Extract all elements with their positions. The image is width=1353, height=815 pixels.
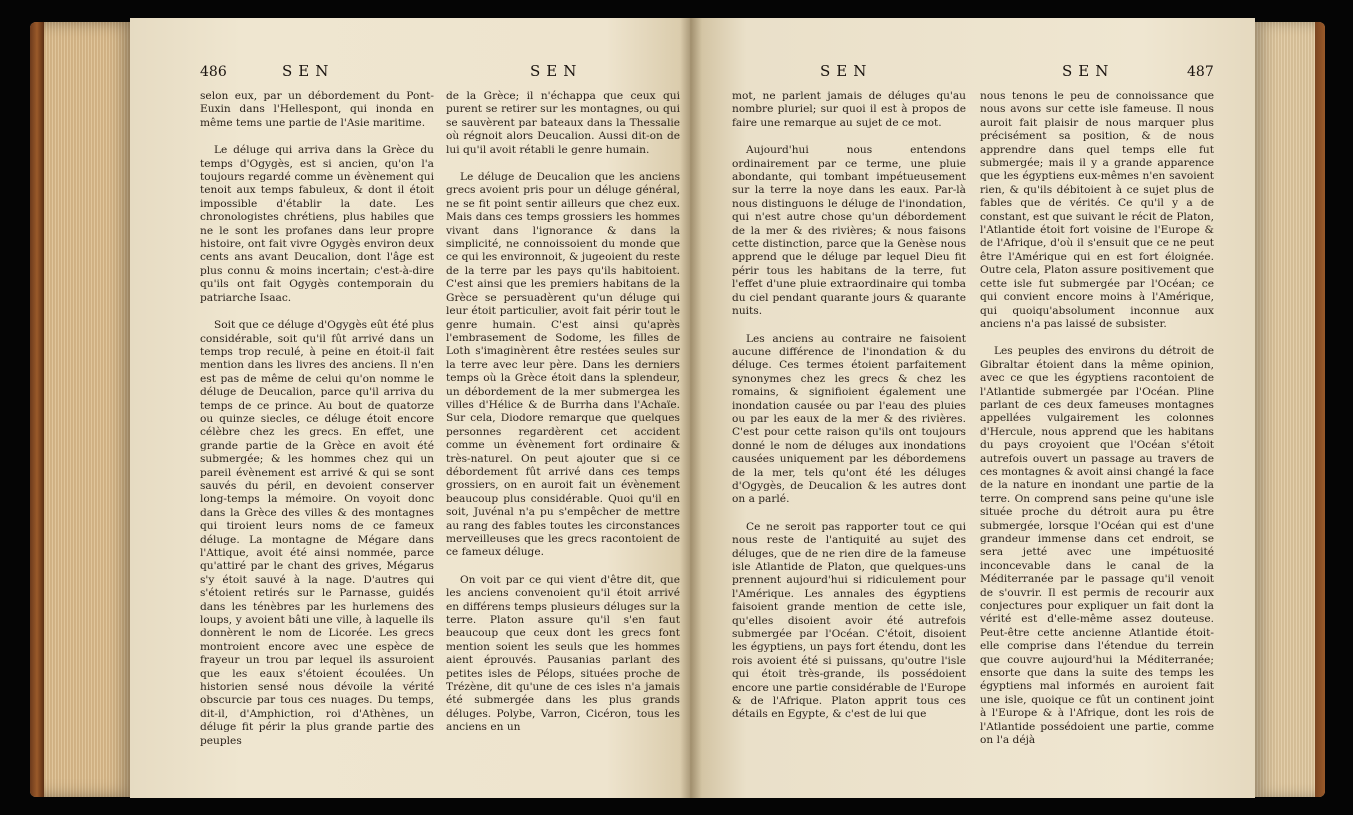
right-running-head-1: SEN	[820, 62, 873, 80]
left-running-head-2: SEN	[530, 62, 583, 80]
right-page-column-1	[732, 90, 966, 790]
left-page	[130, 18, 690, 798]
paragraph: On voit par ce qui vient d'être dit, que les anciens convenoient qu'il étoit arrivé en différens temps plusieurs déluges sur la terre. Platon assure qu'il s'en faut beaucoup que ceux dont les grecs font mention soient les seuls que les hommes aient éprouvés. Pausanias parlant des petites isles de Pélops, situées proche de Trézène, dit qu'une de ces isles n'a jamais été submergée dans les plus grands déluges. Polybe, Varron, Cicéron, tous les anciens en un	[446, 573, 680, 734]
paragraph: Les anciens au contraire ne faisoient aucune différence de l'inondation & du déluge. Ces termes étoient parfaitement synonymes chez les grecs & chez les romains, & signifioient également une inondation causée ou par l'eau des pluies ou par les eaux de la mer & des rivières. C'est pour cette raison qu'ils ont toujours donné le nom de déluges aux inondations causées uniquement par les débordemens de la mer, tels qu'ont été les déluges d'Ogygès, de Deucalion & les autres dont on a parlé.	[732, 332, 966, 506]
paragraph: Ce ne seroit pas rapporter tout ce qui nous reste de l'antiquité au sujet des déluges, que de ne rien dire de la fameuse isle Atlantide de Platon, que quelques-uns prennent aujourd'hui si ridiculement pour l'Amérique. Les annales des égyptiens faisoient grande mention de cette isle, qu'elles disoient avoir été autrefois submergée par l'Océan. C'étoit, disoient les égyptiens, un pays fort étendu, dont les rois avoient été si puissans, qu'outre l'isle qui étoit très-grande, ils possédoient encore une partie considérable de l'Europe & de l'Afrique. Platon apprit tous ces détails en Egypte, & c'est de lui que	[732, 520, 966, 721]
left-page-header	[130, 62, 690, 86]
right-page	[690, 18, 1255, 798]
paragraph: Le déluge de Deucalion que les anciens grecs avoient pris pour un déluge général, ne se fit point sentir ailleurs que chez eux. Mais dans ces temps grossiers les hommes vivant dans l'ignorance & dans la simplicité, ne connoissoient du monde que ce qui les environnoit, & jugeoient du reste de la terre par les pays qu'ils habitoient. C'est ainsi que les premiers habitans de la Grèce se persuadèrent qu'un déluge qui leur étoit particulier, avoit fait périr tout le genre humain. C'est ainsi qu'après l'embrasement de Sodome, les filles de Loth s'imaginèrent être restées seules sur la terre avec leur père. Dans les derniers temps où la Grèce étoit dans la splendeur, un débordement de la mer submergea les villes d'Hélice & de Burrha dans l'Achaïe. Sur cela, Diodore remarque que quelques personnes regardèrent cet accident comme un évènement fort ordinaire & très-naturel. On peut ajouter que si ce débordement fût arrivé dans ces temps grossiers, on en auroit fait un évènement beaucoup plus considérable. Quoi qu'il en soit, Juvénal n'a pu s'empêcher de mettre au rang des fables toutes les circonstances merveilleuses que les grecs racontoient de ce fameux déluge.	[446, 171, 680, 559]
paragraph: Les peuples des environs du détroit de Gibraltar étoient dans la même opinion, avec ce que les égyptiens racontoient de l'Atlantide submergée par l'Océan. Pline parlant de ces deux fameuses montagnes appellées vulgairement les colonnes d'Hercule, nous apprend que les habitans du pays croyoient que l'Océan s'étoit autrefois ouvert un passage au travers de ces montagnes & avoit ainsi changé la face de la nature en inondant une partie de la terre. On comprend sans peine qu'une isle située proche du détroit aura pu être submergée, lorsque l'Océan qui est d'une grandeur immense dans cet endroit, se sera jetté avec une impétuosité inconcevable dans le canal de la Méditerranée par le passage qu'il venoit de s'ouvrir. Il est permis de recourir aux conjectures pour expliquer un fait dont la vérité est d'elle-même assez douteuse. Peut-être cette ancienne Atlantide étoit-elle comprise dans l'étendue du terrein que couvre aujourd'hui la Méditerranée; ensorte que dans la suite des temps les égyptiens mal informés en auroient fait une isle, quoique ce fût un continent joint à l'Europe & à l'Afrique, dont les rois de l'Atlantide possédoient une partie, comme on l'a déjà	[980, 345, 1214, 747]
left-page-column-2	[446, 90, 680, 790]
paragraph: Le déluge qui arriva dans la Grèce du temps d'Ogygès, est si ancien, qu'on l'a toujours regardé comme un évènement qui tenoit aux temps fabuleux, & dont il étoit impossible d'établir la date. Les chronologistes chrétiens, plus habiles que ne le sont les profanes dans leur propre histoire, ont fait vivre Ogygès environ deux cents ans avant Deucalion, dont l'âge est plus connu & moins incertain; c'est-à-dire qu'ils ont fait Ogygès contemporain du patriarche Isaac.	[200, 144, 434, 304]
open-book	[30, 12, 1325, 804]
paragraph: mot, ne parlent jamais de déluges qu'au nombre pluriel; sur quoi il est à propos de faire une remarque au sujet de ce mot.	[732, 90, 966, 129]
right-cover-edge	[1315, 22, 1325, 797]
paragraph: de la Grèce; il n'échappa que ceux qui purent se retirer sur les montagnes, ou qui se sauvèrent par bateaux dans la Thessalie où régnoit alors Deucalion. Aussi dit-on de lui qu'il avoit rétabli le genre humain.	[446, 90, 680, 156]
left-page-number: 486	[200, 64, 227, 80]
paragraph: Soit que ce déluge d'Ogygès eût été plus considérable, soit qu'il fût arrivé dans un temps trop reculé, à peine en étoit-il fait mention dans les livres des anciens. Il n'en est pas de même de celui qu'on nomme le déluge de Deucalion, parce qu'il arriva du temps de ce prince. Au bout de quatorze ou quinze siecles, ce déluge étoit encore célèbre chez les grecs. En effet, une grande partie de la Grèce en avoit été submergée; & les hommes chez qui un pareil évènement est arrivé & qui se sont sauvés du péril, en devoient conserver long-temps la mémoire. On voyoit donc dans la Grèce des villes & des montagnes qui tiroient leurs noms de ce fameux déluge. La montagne de Mégare dans l'Attique, avoit été ainsi nommée, parce qu'attiré par le chant des grives, Mégarus s'y étoit sauvé à la nage. D'autres qui s'étoient retirés sur le Parnasse, guidés dans les ténèbres par les hurlemens des loups, y avoient bâti une ville, à laquelle ils donnèrent le nom de Licorée. Les grecs montroient encore avec une espèce de frayeur un trou par lequel ils assuroient que les eaux s'étoient écoulées. Un historien sensé nous dévoile la vérité obscurcie par tous ces nuages. Du temps, dit-il, d'Amphiction, roi d'Athènes, un déluge fit périr la plus grande partie des peuples	[200, 319, 434, 747]
left-cover-edge	[30, 22, 44, 797]
left-page-block-edge	[30, 22, 135, 797]
left-running-head-1: SEN	[282, 62, 335, 80]
book-gutter	[680, 18, 702, 798]
right-page-column-2	[980, 90, 1214, 790]
right-running-head-2: SEN	[1062, 62, 1115, 80]
right-page-number: 487	[1187, 64, 1214, 80]
left-page-column-1	[200, 90, 434, 790]
right-page-block-edge	[1253, 22, 1325, 797]
paragraph: Aujourd'hui nous entendons ordinairement par ce terme, une pluie abondante, qui tombant impétueusement sur la terre la noye dans les eaux. Par-là nous distinguons le déluge de l'inondation, qui n'est autre chose qu'un débordement de la mer & des rivières; & nous faisons cette distinction, parce que la Genèse nous apprend que le déluge par lequel Dieu fit périr tous les habitans de la terre, fut l'effet d'une pluie extraordinaire qui tomba du ciel pendant quarante jours & quarante nuits.	[732, 144, 966, 318]
right-page-header	[690, 62, 1255, 86]
paragraph: selon eux, par un débordement du Pont-Euxin dans l'Hellespont, qui inonda en même tems une partie de l'Asie maritime.	[200, 90, 434, 129]
paragraph: nous tenons le peu de connoissance que nous avons sur cette isle fameuse. Il nous auroit fait plaisir de nous marquer plus précisément sa position, & de nous apprendre dans quel temps elle fut submergée; mais il y a grande apparence que les égyptiens eux-mêmes n'en savoient rien, & qu'ils débitoient à ce sujet plus de fables que de vérités. Ce qu'il y a de constant, est que suivant le récit de Platon, l'Atlantide étoit fort voisine de l'Europe & de l'Afrique, d'où il s'ensuit que ce ne peut être l'Amérique qui en est fort éloignée. Outre cela, Platon assure positivement que cette isle fut submergée par l'Océan; ce qui convient encore moins à l'Amérique, qui quoiqu'absolument inconnue aux anciens n'a pas laissé de subsister.	[980, 90, 1214, 330]
